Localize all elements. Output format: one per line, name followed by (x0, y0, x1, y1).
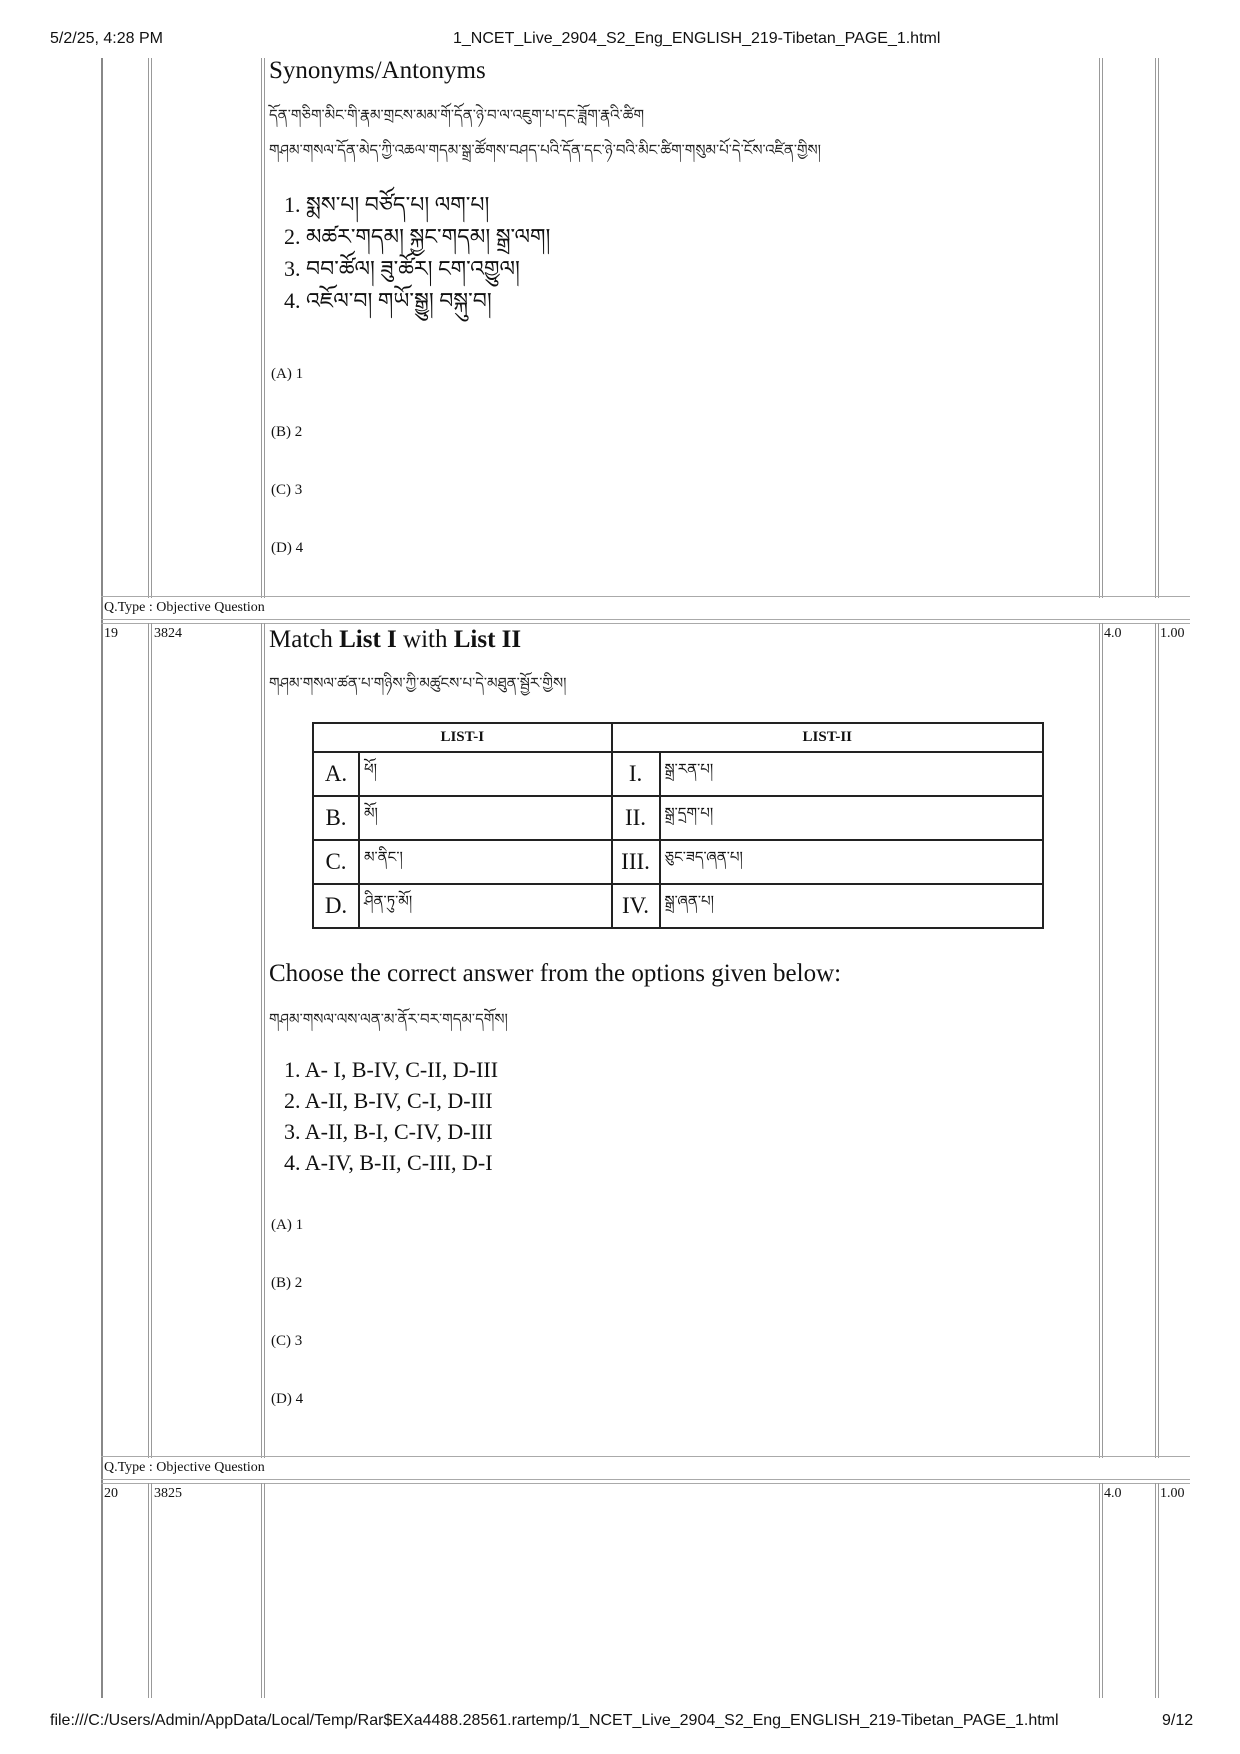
list-1-label: D. (313, 884, 359, 928)
question-negative-marks: 1.00 (1160, 1486, 1185, 1501)
option-b: (B) 2 (271, 424, 303, 440)
list-2-item: ཅུང་ཟད་ཞན་པ། (660, 840, 1043, 884)
list-1-label: A. (313, 752, 359, 796)
heading-bold: List II (453, 626, 522, 653)
print-datetime: 5/2/25, 4:28 PM (50, 30, 163, 47)
list-2-label: II. (612, 796, 660, 840)
question-id: 3825 (154, 1486, 182, 1501)
heading-bold: List I (339, 626, 397, 653)
answer-choice: 1. སྨས་པ། བཙོད་པ། ལག་པ། (284, 192, 490, 217)
option-c: (C) 3 (271, 482, 303, 498)
question-marks: 4.0 (1104, 1486, 1122, 1501)
table-row (313, 884, 1043, 928)
answer-choice: 2. A-II, B-IV, C-I, D-III (284, 1088, 493, 1113)
option-c: (C) 3 (271, 1333, 303, 1349)
question-negative-marks: 1.00 (1160, 626, 1185, 641)
question-type-label: Q.Type : Objective Question (104, 1460, 265, 1475)
answer-choice: 2. མཚར་གདམ། སྐྱང་གདམ། སྒྲ་ལག། (284, 224, 551, 249)
tibetan-instruction: དོན་གཅིག་མིང་གི་རྣམ་གྲངས་མམ་གོ་དོན་ཉེ་བ་ལ་འཇུག་པ་དང་ཟློག་རྣའི་ཚིག (269, 106, 645, 124)
answer-choice: 3. བབ་ཚོལ། ཟུ་ཚོར། ངག་འགྱུལ། (284, 256, 520, 281)
answer-choice: 1. A- I, B-IV, C-II, D-III (284, 1057, 499, 1082)
tibetan-instruction: གཤམ་གསལ་དོན་མེད་ཀྱི་འཆལ་གདམ་སྒྲ་ཚོགས་བཤད་པའི་དོན་དང་ཉེ་བའི་མིང་ཚིག་གསུམ་པོ་དེ་ངོས་འཛིན་གྱིས། (269, 141, 822, 159)
question-serial: 20 (104, 1486, 118, 1501)
heading-text: Match (269, 626, 340, 653)
match-list-table (312, 722, 1044, 929)
question-type-label: Q.Type : Objective Question (104, 600, 265, 615)
choose-instruction: Choose the correct answer from the options given below: (269, 960, 842, 987)
answer-choice: 3. A-II, B-I, C-IV, D-III (284, 1119, 493, 1144)
question-heading (269, 626, 521, 654)
tibetan-instruction: གཤམ་གསལ་ལས་ལན་མ་ནོར་བར་གདམ་དགོས། (269, 1010, 508, 1028)
option-a: (A) 1 (271, 1217, 304, 1233)
list-2-item: སྒྲ་དྲག་པ། (660, 796, 1043, 840)
table-row (313, 752, 1043, 796)
option-a: (A) 1 (271, 366, 304, 382)
list-2-header: LIST-II (612, 723, 1043, 752)
list-1-label: C. (313, 840, 359, 884)
option-b: (B) 2 (271, 1275, 303, 1291)
list-1-label: B. (313, 796, 359, 840)
answer-choice-list (284, 189, 550, 317)
question-serial: 19 (104, 626, 118, 641)
option-d: (D) 4 (271, 1391, 304, 1407)
list-2-label: I. (612, 752, 660, 796)
option-d: (D) 4 (271, 540, 304, 556)
list-1-item: ཤིན་ཏུ་མོ། (359, 884, 612, 928)
question-marks: 4.0 (1104, 626, 1122, 641)
list-2-item: སྒྲ་ཞན་པ། (660, 884, 1043, 928)
tibetan-instruction: གཤམ་གསལ་ཚན་པ་གཉིས་ཀྱི་མཚུངས་པ་དེ་མཐུན་སྦྱོར་གྱིས། (269, 674, 567, 692)
print-file-path: file:///C:/Users/Admin/AppData/Local/Temp/Rar$EXa4488.28561.rartemp/1_NCET_Live_2904_S2_Eng_ENGLISH_219-Tibetan_PAGE_1.html (50, 1712, 1059, 1729)
answer-choice-list (284, 1054, 498, 1178)
question-id: 3824 (154, 626, 182, 641)
list-2-item: སྒྲ་རན་པ། (660, 752, 1043, 796)
list-2-label: IV. (612, 884, 660, 928)
list-1-header: LIST-I (313, 723, 612, 752)
table-row (313, 840, 1043, 884)
answer-choice: 4. འཇོལ་བ། གཡོ་སྒྱུ། བསྐུ་བ། (284, 288, 492, 313)
heading-text: with (396, 626, 454, 653)
list-1-item: མོ། (359, 796, 612, 840)
list-1-item: མ་ནིང་། (359, 840, 612, 884)
question-heading: Synonyms/Antonyms (269, 57, 486, 84)
print-page-number: 9/12 (1162, 1712, 1194, 1729)
print-page-title: 1_NCET_Live_2904_S2_Eng_ENGLISH_219-Tibetan_PAGE_1.html (453, 30, 941, 47)
list-1-item: ཕོ། (359, 752, 612, 796)
answer-choice: 4. A-IV, B-II, C-III, D-I (284, 1150, 493, 1175)
table-row (313, 796, 1043, 840)
list-2-label: III. (612, 840, 660, 884)
